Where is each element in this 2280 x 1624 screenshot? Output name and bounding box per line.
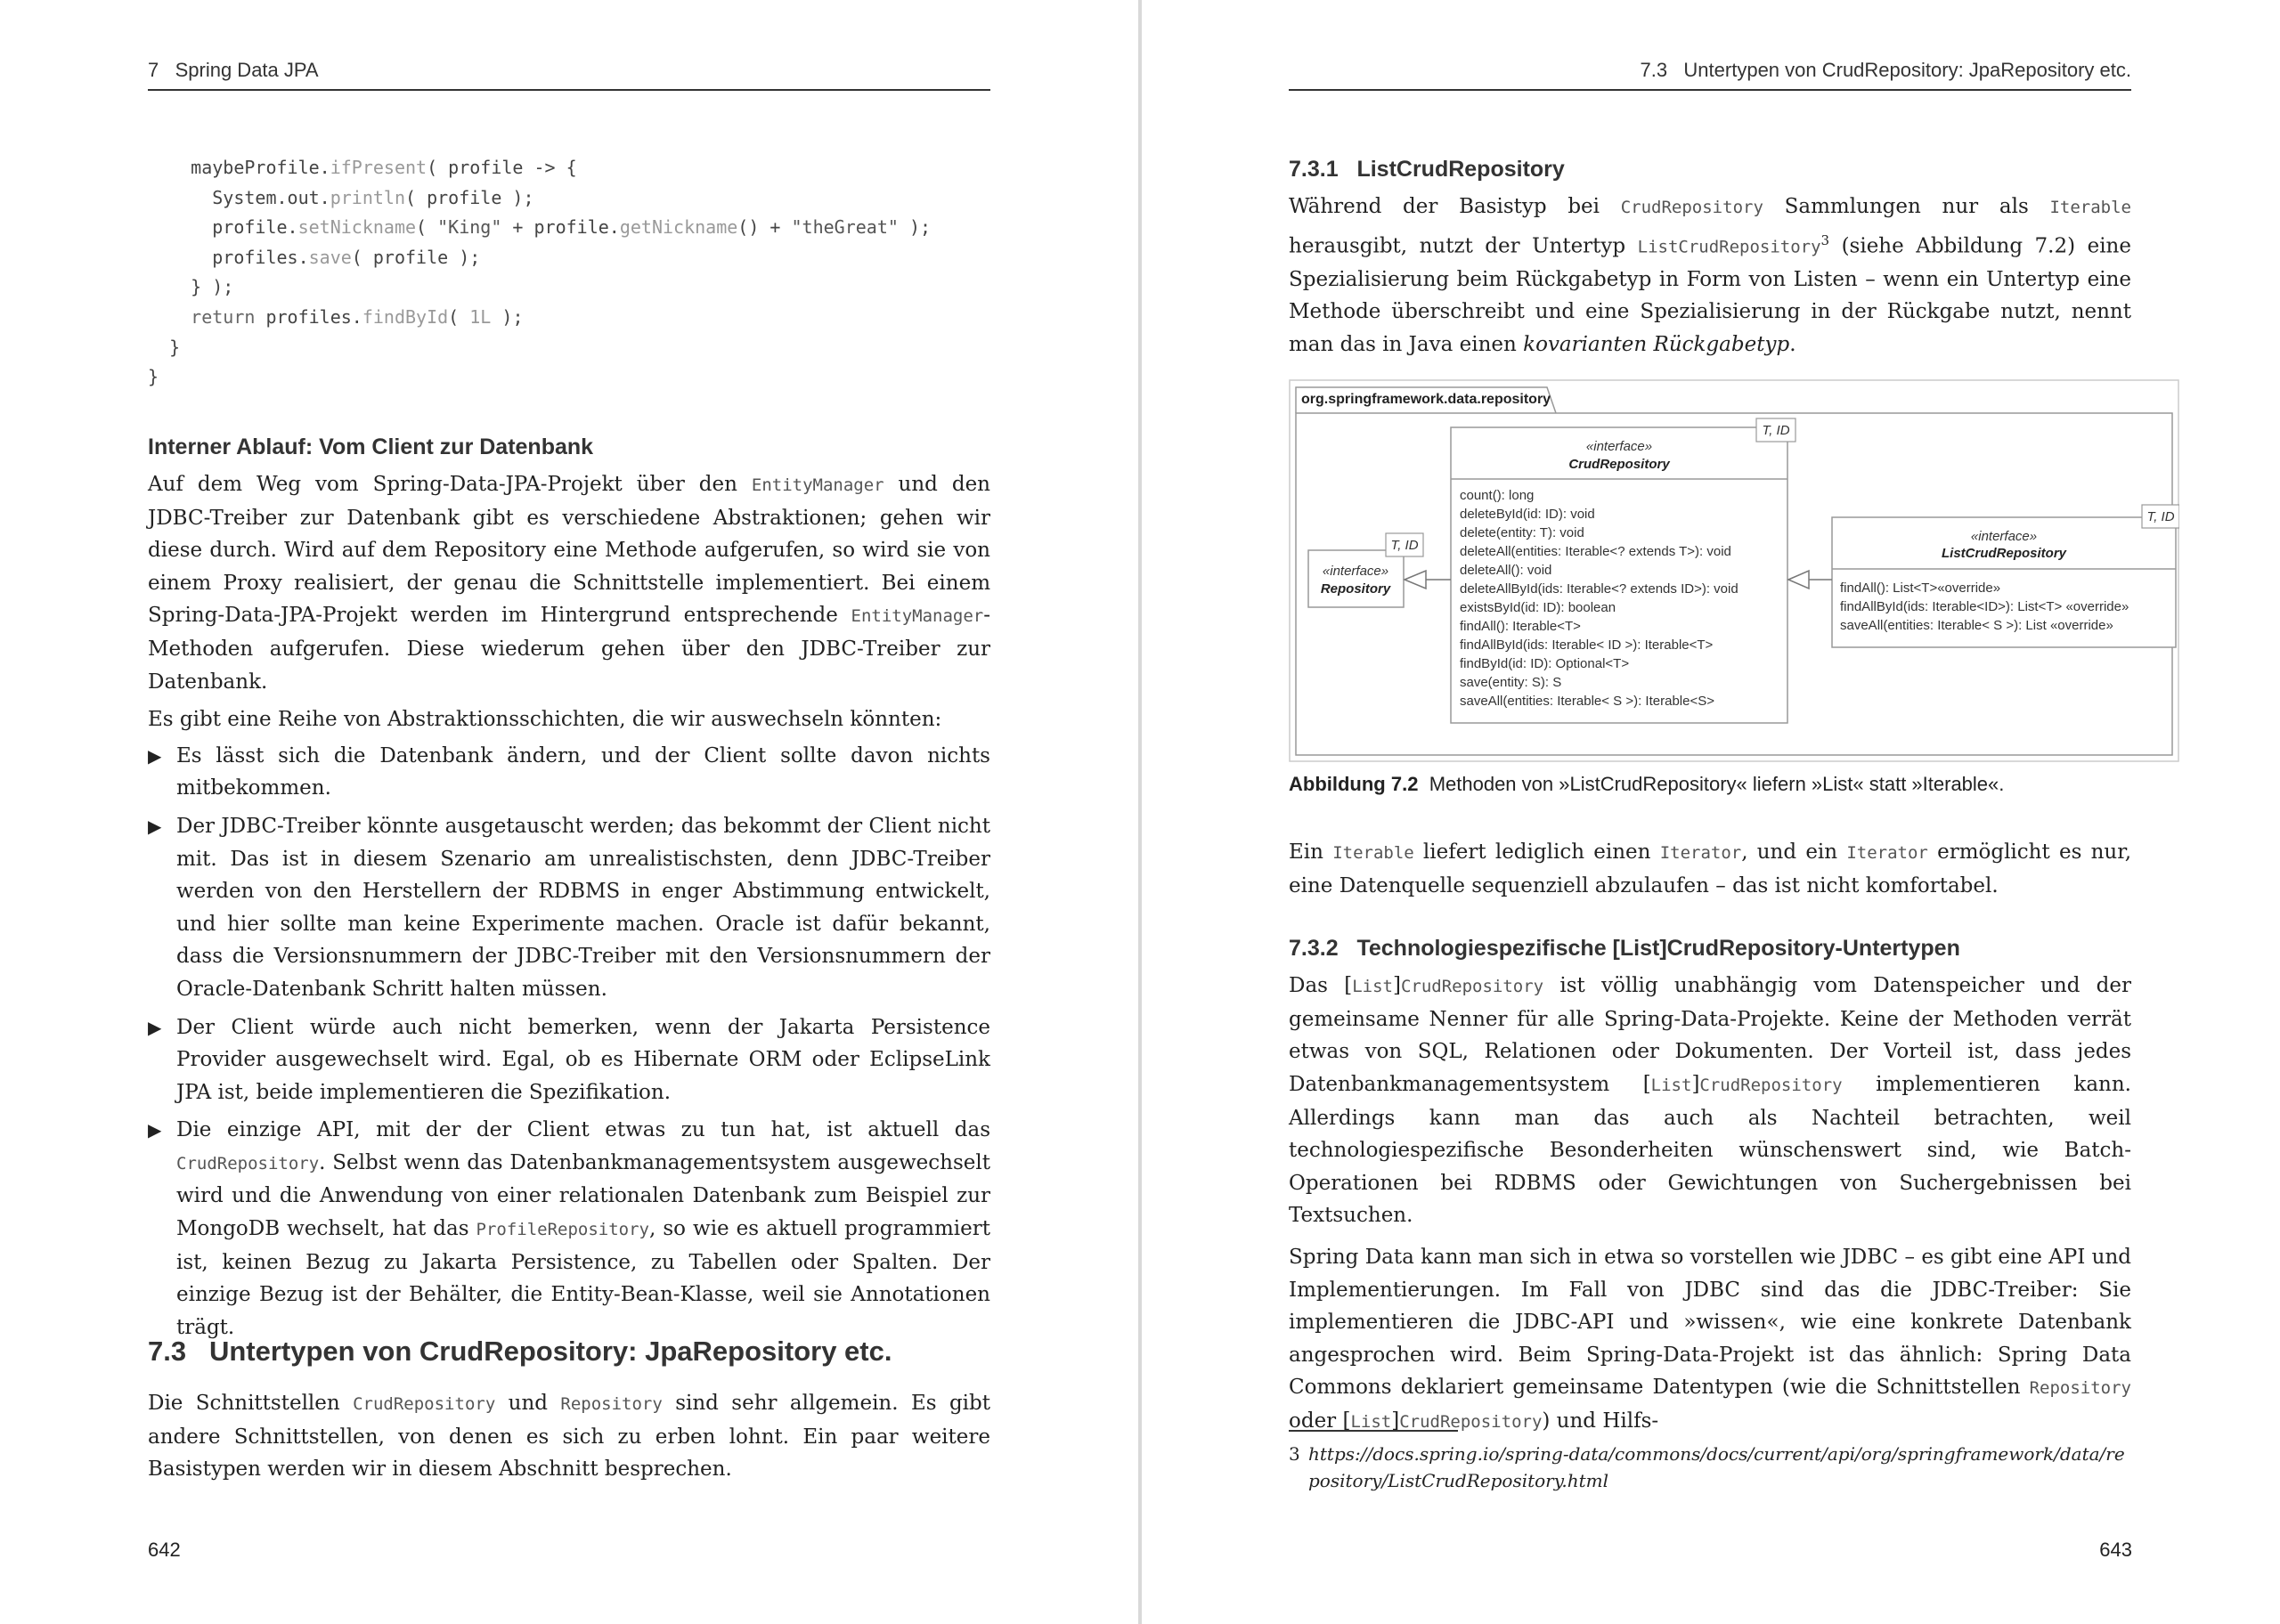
inline-code: Iterator [1659, 843, 1742, 863]
code-token: ifPresent [330, 157, 428, 178]
right-bottom-body [1289, 836, 2131, 1439]
package-name: org.springframework.data.repository [1301, 392, 1551, 407]
uml-method: findAllById(ids: Iterable<ID>): List<T> «override» [1840, 599, 2129, 614]
code-listing [148, 153, 990, 393]
paragraph-abstractions: Auf dem Weg vom Spring-Data-JPA-Projekt über den EntityManager und den JDBC-Treiber zur Datenbank gibt es verschiedene Abstraktionen; gehen wir diese durch. Wird auf dem Repository eine Methode aufgerufen, so wird sie von einem Proxy realisiert, der genau die Schnittstelle implementiert. Bei einem Spring-Data-JPA-Projekt werden im Hintergrund entsprechende EntityManager-Methoden aufgerufen. Diese wiederum gehen über den JDBC-Treiber zur Datenbank. [148, 473, 990, 694]
list-item-text: Die einzige API, mit der der Client etwas zu tun hat, ist aktuell das CrudRepository. Selbst wenn das Datenbankmanagementsystem ausgewechselt wird und die Anwendung von einer relationalen Datenbank zum Beispiel zur MongoDB wechselt, hat das ProfileRepository, so wie es aktuell programmiert ist, keinen Bezug zu Jakarta Persistence, zu Tabellen oder Spalten. Der einzige Bezug ist der Behälter, die Entity-Bean-Klasse, weil sie Annotationen trägt. [176, 1118, 990, 1339]
heading-7-3-1 [1289, 153, 2131, 185]
inline-code: Iterable [2049, 198, 2131, 217]
paragraph-iterable: Ein Iterable liefert lediglich einen Iterator, und ein Iterator ermöglicht es nur, eine Datenquelle sequenziell abzulaufen – das ist nicht komfortabel. [1289, 840, 2131, 897]
uml-method: deleteAllById(ids: Iterable<? extends ID>): void [1460, 581, 1738, 597]
code-line: } [148, 366, 159, 388]
inline-code: CrudRepository [176, 1153, 320, 1173]
uml-method: count(): long [1460, 488, 1535, 503]
footnote-url: https://docs.spring.io/spring-data/commons/docs/current/api/org/springframework/data/repository/ListCrudRepository.html [1308, 1443, 2125, 1491]
footnote-area [1289, 1430, 2131, 1494]
uml-method: saveAll(entities: Iterable< S >): Iterable<S> [1460, 694, 1714, 709]
crud-stereotype: «interface» [1585, 439, 1653, 454]
list-item [148, 1114, 990, 1344]
inline-code: Iterable [1332, 843, 1414, 863]
uml-method: findAll(): List<T>«override» [1840, 581, 2001, 596]
inline-code: CrudRepository [1699, 1075, 1843, 1095]
running-header-left [148, 59, 990, 91]
code-block [148, 153, 990, 393]
paragraph-technology: Das [List]CrudRepository ist völlig unabhängig vom Datenspeicher und der gemeinsame Nenner für alle Spring-Data-Projekte. Keine der Methoden verrät etwas von SQL, Relationen oder Dokumenten. Der Vorteil ist, dass jedes Datenbankmanagementsystem [List]CrudRepository implementieren kann. Allerdings kann man das auch als Nachteil betrachten, weil technologiespezifische Besonderheiten wünschenswert sind, wie Batch-Operationen bei RDBMS oder Gewichtungen von Suchergebnissen bei Textsuchen. [1289, 974, 2131, 1228]
list-item [148, 810, 990, 1006]
header-section-number: 7.3 [1640, 59, 1668, 81]
page-number-right: 643 [2099, 1539, 2132, 1561]
list-item-text: Es lässt sich die Datenbank ändern, und der Client sollte davon nichts mitbekommen. [176, 743, 990, 800]
paragraph-intro-7-3: Die Schnittstellen CrudRepository und Repository sind sehr allgemein. Es gibt andere Schnittstellen, von denen es sich zu erben lohnt. Ein paar weitere Basistypen werden wir in diesem Abschnitt besprechen. [148, 1392, 990, 1482]
listcrud-stereotype: «interface» [1970, 529, 2038, 544]
code-token: save [308, 246, 352, 268]
code-token: getNickname [619, 216, 738, 239]
code-token: setNickname [297, 216, 417, 239]
section-title: Untertypen von CrudRepository: JpaRepository etc. [208, 1336, 892, 1367]
inline-code: CrudRepository [1400, 977, 1544, 997]
bullet-marker: ▶ [148, 1016, 162, 1038]
bullet-marker: ▶ [148, 744, 162, 767]
running-header-right [1289, 59, 2131, 91]
inline-code: ListCrudRepository [1637, 237, 1821, 257]
code-line: return profiles.findById( 1L ); [191, 305, 524, 328]
code-token: return [191, 305, 256, 328]
chapter-number: 7 [148, 59, 159, 81]
uml-method: save(entity: S): S [1460, 675, 1562, 690]
inline-code: CrudRepository [1620, 198, 1763, 217]
code-token: findById [362, 305, 449, 328]
header-section-title: Untertypen von CrudRepository: JpaRepository etc. [1683, 59, 2131, 81]
figure-caption [1289, 773, 2131, 796]
uml-diagram [1289, 379, 2179, 762]
code-line: maybeProfile.ifPresent( profile -> { [191, 157, 577, 178]
heading-7-3-1-number: 7.3.1 [1289, 157, 1339, 182]
section-heading-internal: Interner Ablauf: Vom Client zur Datenbank [148, 434, 594, 459]
code-line: profile.setNickname( "King" + profile.getNickname() + "theGreat" ); [212, 216, 932, 239]
heading-7-3-1-title: ListCrudRepository [1356, 157, 1565, 182]
heading-7-3-2-title: Technologiespezifische [List]CrudRepository-Untertypen [1356, 936, 1960, 962]
caption-label: Abbildung 7.2 [1289, 773, 1419, 795]
uml-method: findAll(): Iterable<T> [1460, 619, 1581, 634]
heading-7-3-2-number: 7.3.2 [1289, 936, 1339, 962]
heading-7-3-2 [1289, 932, 2131, 964]
uml-method: deleteById(id: ID): void [1460, 507, 1595, 522]
list-item [148, 1011, 990, 1109]
inline-code: ProfileRepository [476, 1220, 649, 1240]
uml-method: delete(entity: T): void [1460, 525, 1584, 540]
page-number-left: 642 [148, 1539, 181, 1561]
code-line: System.out.println( profile ); [212, 186, 534, 208]
code-token: 1L [469, 305, 492, 328]
emphasis: kovarianten Rückgabetyp [1523, 333, 1790, 357]
uml-method: findAllById(ids: Iterable< ID >): Iterable<T> [1460, 637, 1714, 653]
code-line: } [169, 336, 181, 358]
left-page [0, 0, 1138, 1624]
section-heading-7-3 [148, 1332, 990, 1371]
inline-code: EntityManager [751, 475, 884, 495]
code-token: println [330, 186, 405, 208]
inline-code: List [1350, 1411, 1392, 1432]
list-item [148, 740, 990, 805]
list-item-text: Der Client würde auch nicht bemerken, wenn der Jakarta Persistence Provider ausgewechselt wird. Egal, ob es Hibernate ORM oder EclipseLink JPA ist, beide implementieren die Spezifikation. [176, 1015, 990, 1104]
listcrud-params: T, ID [2146, 509, 2175, 524]
code-line: profiles.save( profile ); [212, 246, 481, 268]
code-token: "King" [437, 216, 502, 239]
crud-params: T, ID [1762, 423, 1790, 438]
repository-name: Repository [1320, 581, 1391, 597]
repository-stereotype: «interface» [1322, 564, 1389, 579]
inline-code: Repository [2029, 1378, 2131, 1399]
repository-params: T, ID [1390, 538, 1419, 553]
bullet-marker: ▶ [148, 815, 162, 837]
bullet-marker: ▶ [148, 1119, 162, 1141]
inline-code: CrudRepository [1399, 1411, 1543, 1432]
right-top-body [1289, 153, 2131, 361]
paragraph-listcrud: Während der Basistyp bei CrudRepository Sammlungen nur als Iterable herausgibt, nutzt der Untertyp ListCrudRepository$^3$ (siehe Abbildung 7.2) eine Spezialisierung beim Rückgabetyp in Form von Listen – wenn ein Untertyp eine Methode überschreibt und eine Spezialisierung in der Rückgabe nutzt, nennt man das in Java einen kovarianten Rückgabetyp. [1289, 195, 2131, 357]
paragraph-jdbc-analogy: Spring Data kann man sich in etwa so vorstellen wie JDBC – es gibt eine API und Implementierungen. Im Fall von JDBC sind das die JDBC-Treiber: Sie implementieren die JDBC-API und »wissen«, wie eine konkrete Datenbank angesprochen wird. Beim Spring-Data-Projekt ist das ähnlich: Spring Data Commons deklariert gemeinsame Datentypen (wie die Schnittstellen Repository oder [List]CrudRepository) und Hilfs- [1289, 1245, 2131, 1433]
inline-code: Iterator [1846, 843, 1928, 863]
uml-method: findById(id: ID): Optional<T> [1460, 656, 1630, 671]
repository-box [1308, 550, 1404, 607]
listcrud-name: ListCrudRepository [1941, 546, 2067, 561]
right-page [1142, 0, 2280, 1624]
left-body [148, 431, 990, 1349]
inline-code: Repository [560, 1394, 663, 1414]
bullet-list [148, 740, 990, 1344]
caption-text: Methoden von »ListCrudRepository« liefern »List« statt »Iterable«. [1429, 773, 2005, 795]
crud-name: CrudRepository [1568, 457, 1670, 472]
uml-method: deleteAll(entities: Iterable<? extends T>): void [1460, 544, 1731, 559]
inline-code: List [1352, 977, 1393, 997]
footnote-number: 3 [1289, 1443, 1300, 1465]
inline-code: CrudRepository [353, 1394, 496, 1414]
uml-method: deleteAll(): void [1460, 563, 1552, 578]
uml-method: saveAll(entities: Iterable< S >): List «override» [1840, 618, 2113, 633]
code-token: "theGreat" [791, 216, 899, 239]
inline-code: EntityManager [851, 606, 984, 627]
chapter-title: Spring Data JPA [175, 59, 319, 81]
uml-method: existsById(id: ID): boolean [1460, 600, 1616, 615]
list-item-text: Der JDBC-Treiber könnte ausgetauscht werden; das bekommt der Client nicht mit. Das ist in diesem Szenario am unrealistischsten, denn JDBC-Treiber werden von den Herstellern der RDBMS in enger Abstimmung entwickelt, und hier sollte man keine Experimente machen. Oracle ist dafür bekannt, dass die Versionsnummern der JDBC-Treiber mit den Versionsnummern der Oracle-Datenbank Schritt halten müssen. [176, 814, 990, 1001]
code-line: } ); [191, 276, 234, 298]
section-number: 7.3 [148, 1336, 187, 1367]
inline-code: List [1650, 1075, 1692, 1095]
paragraph-layers: Es gibt eine Reihe von Abstraktionsschichten, die wir auswechseln könnten: [148, 708, 942, 732]
footnote-ref: 3 [1820, 231, 1830, 248]
footnote [1289, 1430, 2131, 1494]
section-7-3 [148, 1332, 990, 1486]
